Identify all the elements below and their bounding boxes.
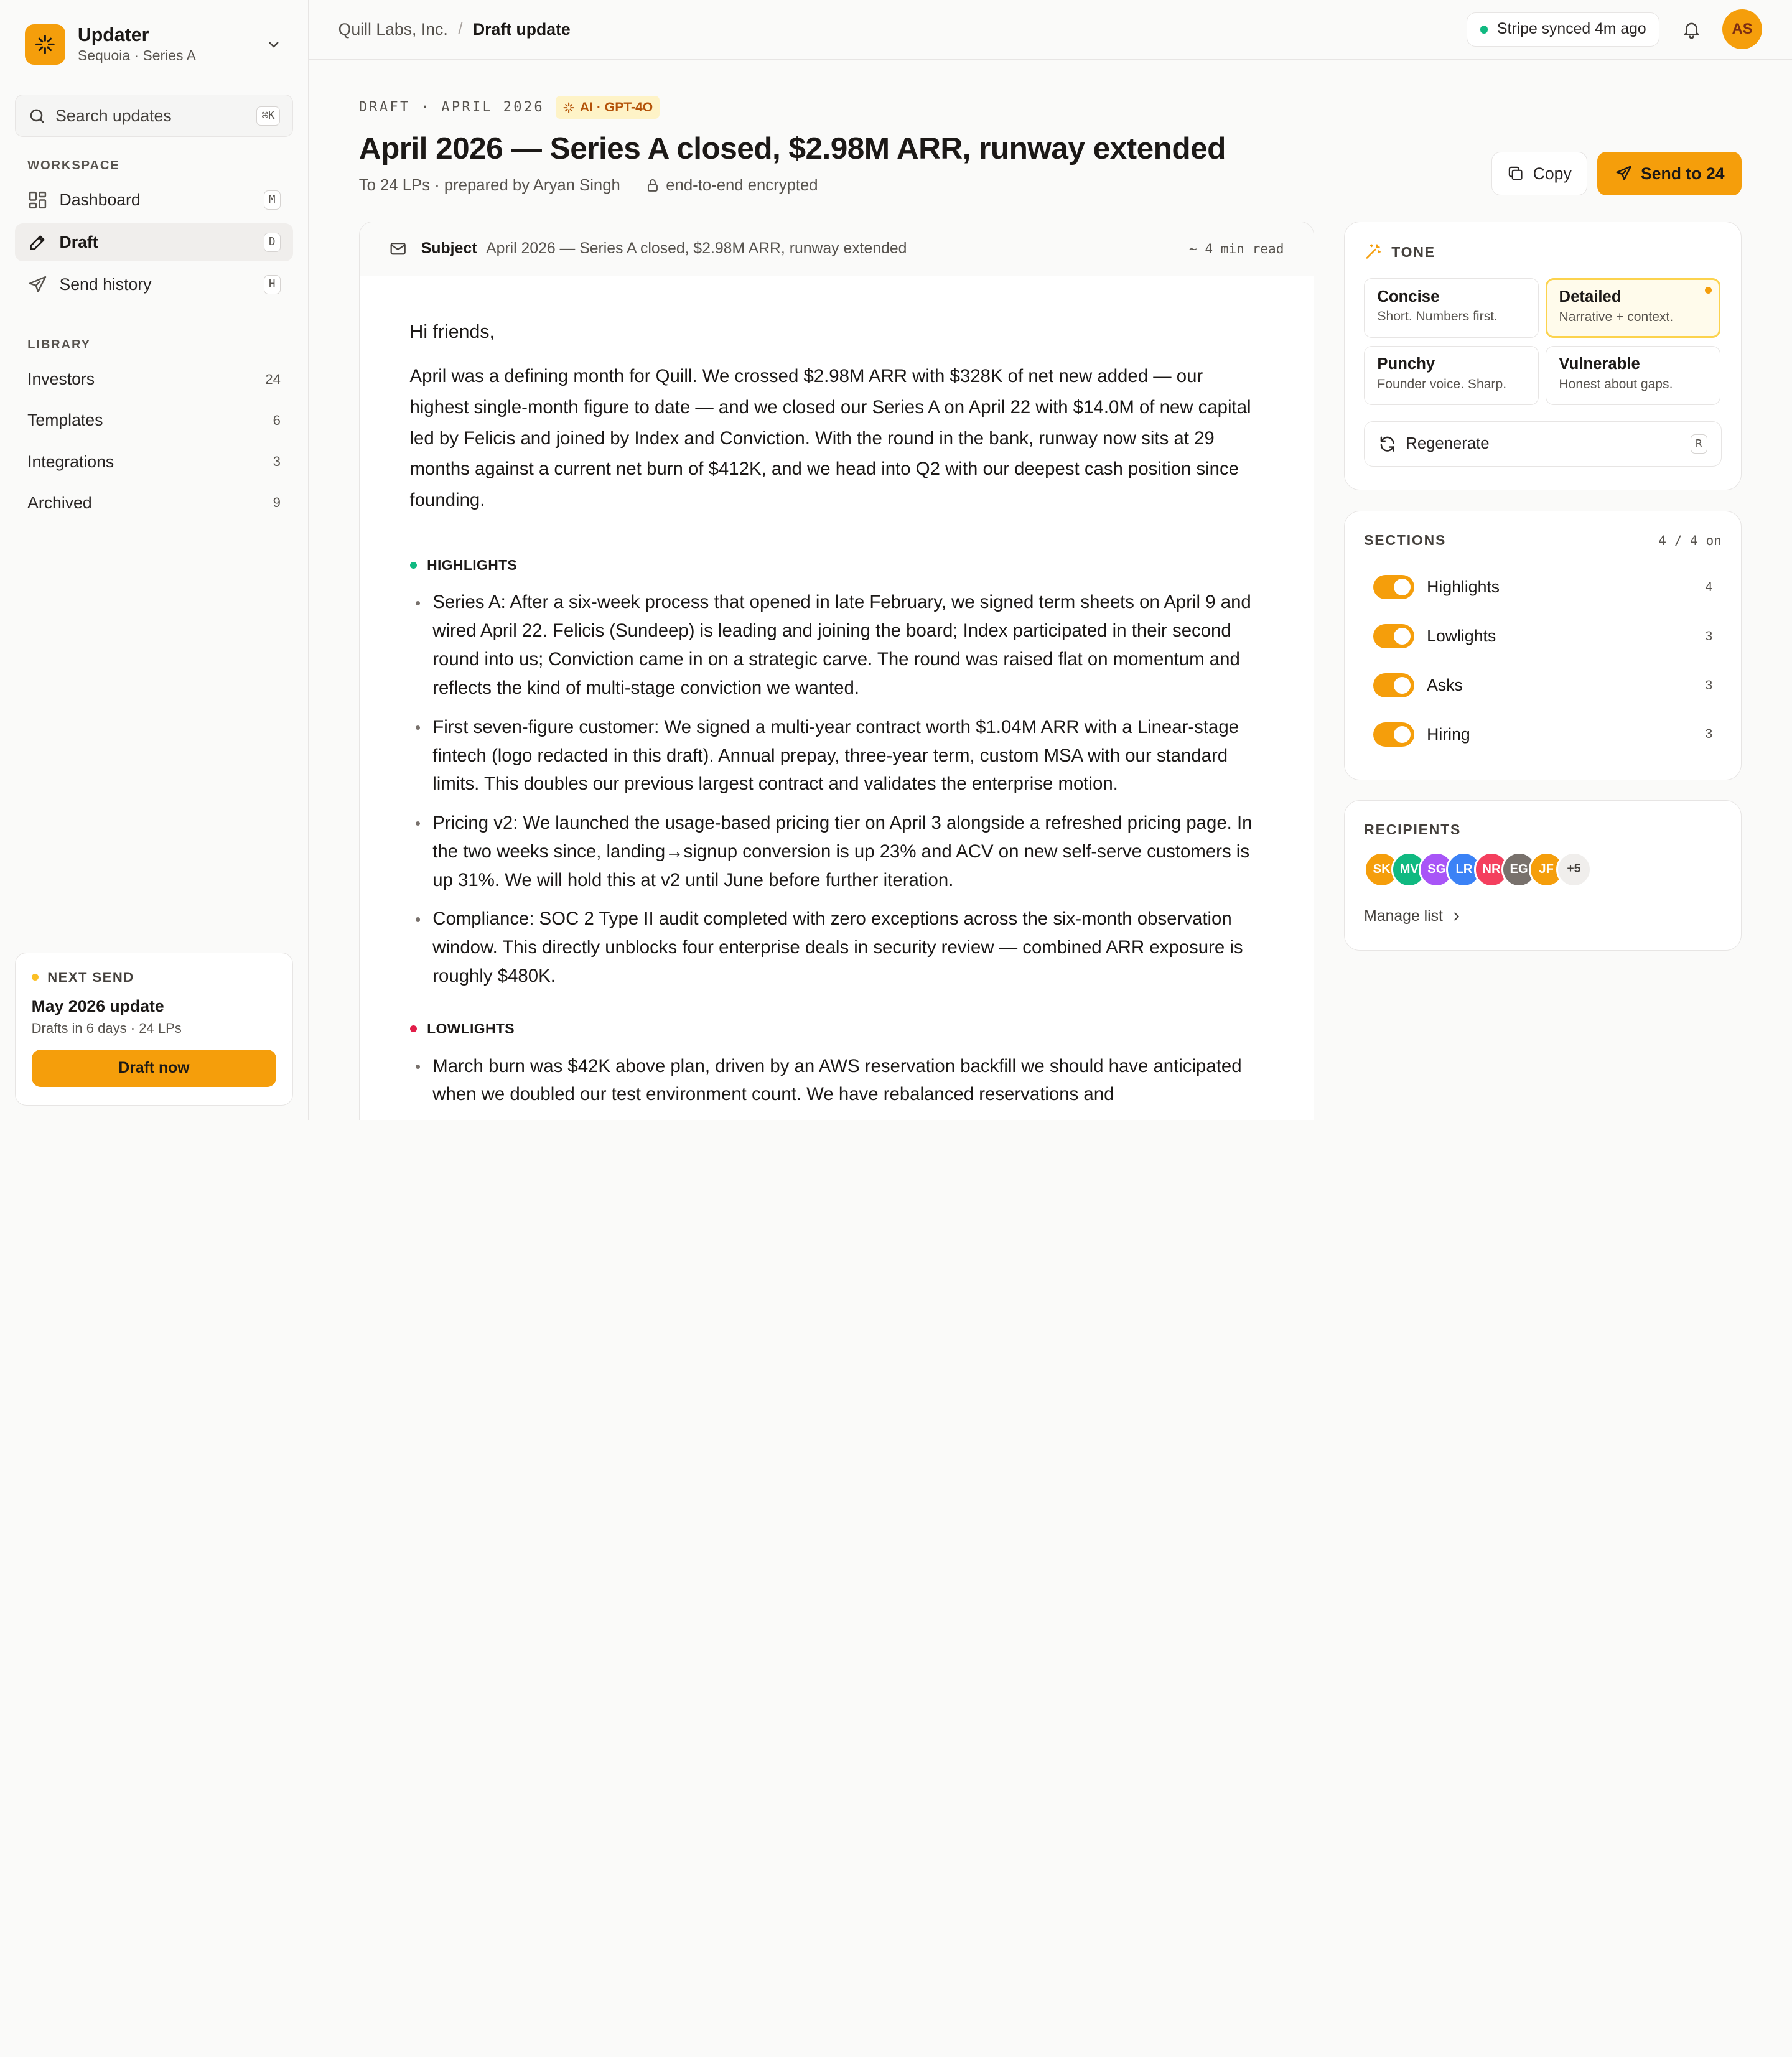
- highlights-label: HIGHLIGHTS: [427, 556, 518, 573]
- section-heading-lowlights: [410, 1020, 1264, 1037]
- email-subject-bar: [360, 222, 1314, 276]
- breadcrumb-separator: /: [458, 20, 463, 38]
- regenerate-key: R: [1691, 434, 1707, 454]
- user-avatar[interactable]: AS: [1722, 9, 1762, 49]
- library-item-label: Templates: [27, 411, 103, 430]
- lowlights-list: [410, 1052, 1264, 1109]
- app-subtitle: Sequoia · Series A: [77, 47, 196, 64]
- highlights-dot: [410, 562, 417, 569]
- avatar: SK: [1364, 852, 1399, 887]
- stripe-sync-text: Stripe synced 4m ago: [1497, 21, 1646, 38]
- sections-panel: [1344, 511, 1742, 780]
- workspace-switcher[interactable]: [0, 0, 308, 67]
- tone-option-name: Concise: [1377, 287, 1440, 306]
- library-item-count: 3: [273, 454, 281, 469]
- section-row-label: Asks: [1427, 676, 1463, 694]
- draft-eyebrow: DRAFT · APRIL 2026: [358, 100, 544, 116]
- next-send-sub: Drafts in 6 days · 24 LPs: [31, 1020, 182, 1037]
- tone-option-name: Punchy: [1377, 355, 1435, 373]
- list-item: March burn was $42K above plan, driven by an AWS reservation backfill we should have anticipated when we doubled our test environment count. We have rebalanced reservations and: [410, 1052, 1264, 1109]
- manage-list-link[interactable]: [1364, 908, 1722, 925]
- nav-dashboard[interactable]: [15, 181, 293, 219]
- copy-button[interactable]: [1491, 152, 1587, 195]
- lowlights-dot: [410, 1025, 417, 1032]
- nav-draft-key: D: [264, 233, 281, 252]
- recipient-avatars[interactable]: [1364, 852, 1722, 887]
- nav-draft-label: Draft: [59, 232, 98, 251]
- avatar: SG: [1419, 852, 1454, 887]
- section-row-highlights: [1364, 562, 1722, 612]
- sidebar: [0, 0, 309, 1120]
- library-item-count: 9: [273, 495, 281, 511]
- send-button[interactable]: [1597, 152, 1742, 195]
- library-item-count: 24: [265, 371, 281, 387]
- refresh-icon: [1378, 435, 1396, 453]
- email-preview: [359, 222, 1314, 1120]
- app-name: Updater: [77, 24, 149, 45]
- stripe-sync-status[interactable]: [1467, 12, 1659, 47]
- app-logo: [25, 24, 65, 64]
- chevron-right-icon: [1450, 910, 1463, 923]
- nav-dashboard-key: M: [264, 190, 281, 210]
- draft-now-button[interactable]: Draft now: [32, 1050, 277, 1088]
- dashboard-icon: [27, 190, 48, 210]
- nav-send-history-label: Send history: [59, 274, 152, 294]
- regenerate-label: Regenerate: [1406, 435, 1490, 453]
- section-row-count: 3: [1705, 628, 1713, 643]
- more-recipients-badge: +5: [1556, 852, 1592, 887]
- regenerate-button[interactable]: [1364, 421, 1722, 467]
- manage-list-label: Manage list: [1364, 907, 1443, 925]
- breadcrumb-company[interactable]: Quill Labs, Inc.: [338, 19, 448, 39]
- draft-meta: To 24 LPs · prepared by Aryan Singh: [358, 176, 620, 194]
- next-send-label-row: [32, 969, 277, 986]
- breadcrumb-current: Draft update: [472, 19, 571, 39]
- list-item: Series A: After a six-week process that opened in late February, we signed term sheets on April 9 and wired April 22. Felicis (Sundeep) is leading and joining the board; Index participated in their second round into us; Conviction came in on a strategic carve. The round was raised flat on momentum and reflects the kind of multi-stage conviction we wanted.: [410, 588, 1264, 702]
- chevron-down-icon[interactable]: [262, 33, 285, 56]
- tone-option-vulnerable[interactable]: [1546, 346, 1720, 406]
- send-icon: [1615, 164, 1633, 182]
- list-item: Pricing v2: We launched the usage-based pricing tier on April 3 alongside a refreshed pricing page. In the two weeks since, landing→signup conversion is up 23% and ACV on new self-serve customers is up 31%. We will hold this at v2 until June before further iteration.: [410, 809, 1264, 895]
- pencil-icon: [27, 232, 48, 253]
- section-row-count: 4: [1705, 579, 1713, 594]
- section-row-count: 3: [1705, 727, 1713, 742]
- section-row-label: Hiring: [1427, 724, 1470, 744]
- tone-label: TONE: [1391, 243, 1435, 260]
- tone-option-punchy[interactable]: [1364, 346, 1539, 406]
- avatar: LR: [1446, 852, 1482, 887]
- nav-send-history-key: H: [264, 275, 281, 294]
- search-icon: [28, 107, 46, 125]
- section-row-label: Highlights: [1427, 577, 1500, 597]
- library-item-archived[interactable]: [15, 482, 293, 523]
- section-toggle[interactable]: [1373, 673, 1414, 697]
- library-item-label: Archived: [27, 493, 92, 512]
- search-shortcut: ⌘K: [256, 106, 280, 126]
- nav-send-history[interactable]: [15, 266, 293, 304]
- sections-count: 4 / 4 on: [1658, 533, 1722, 549]
- subject-label: Subject: [421, 240, 477, 257]
- read-time: ~ 4 min read: [1188, 241, 1284, 257]
- avatar: NR: [1474, 852, 1510, 887]
- list-item: Compliance: SOC 2 Type II audit completed with zero exceptions across the six-month observation window. This directly unblocks four enterprise deals in security review — combined ARR exposure is roughly $480K.: [410, 905, 1264, 991]
- section-toggle[interactable]: [1373, 575, 1414, 599]
- workspace-label: WORKSPACE: [27, 159, 120, 173]
- mail-icon: [389, 240, 407, 258]
- encryption-label: end-to-end encrypted: [666, 176, 818, 194]
- section-row-label: Lowlights: [1427, 627, 1496, 646]
- copy-icon: [1506, 164, 1524, 182]
- library-item-count: 6: [273, 412, 281, 428]
- nav-draft[interactable]: [15, 223, 293, 261]
- section-row-asks: [1364, 661, 1722, 710]
- avatar: MV: [1391, 852, 1427, 887]
- bell-icon[interactable]: [1680, 18, 1703, 41]
- library-item-label: Integrations: [27, 452, 114, 471]
- draft-actions: [1491, 152, 1742, 195]
- tone-option-desc: Honest about gaps.: [1559, 376, 1673, 391]
- send-button-label: Send to 24: [1640, 164, 1725, 183]
- tone-option-name: Detailed: [1559, 288, 1622, 306]
- list-item: First seven-figure customer: We signed a multi-year contract worth $1.04M ARR with a Linear-stage fintech (logo redacted in this draft). Annual prepay, three-year term, custom MSA with our standard limits. This doubles our previous largest contract and validates the enterprise motion.: [410, 713, 1264, 799]
- search-input[interactable]: [15, 95, 293, 137]
- send-icon: [27, 274, 48, 295]
- sections-label: SECTIONS: [1364, 532, 1447, 549]
- highlights-list: [410, 588, 1264, 991]
- tone-option-detailed[interactable]: [1546, 278, 1720, 338]
- next-send-card: [15, 953, 293, 1106]
- ai-model-badge: [556, 96, 660, 119]
- next-send-title: May 2026 update: [31, 997, 164, 1016]
- library-item-investors[interactable]: [15, 359, 293, 400]
- ai-badge-label: AI · GPT-4O: [579, 100, 653, 114]
- tone-option-desc: Founder voice. Sharp.: [1377, 376, 1507, 391]
- tone-option-desc: Short. Numbers first.: [1377, 309, 1498, 324]
- magic-wand-icon: [1364, 243, 1382, 261]
- section-heading-highlights: [410, 557, 1264, 574]
- tone-option-name: Vulnerable: [1559, 355, 1640, 373]
- section-toggle[interactable]: [1373, 722, 1414, 747]
- status-dot: [1480, 26, 1488, 34]
- recipients-panel: [1344, 800, 1742, 951]
- sidebar-footer: [0, 935, 308, 1106]
- page-title: April 2026 — Series A closed, $2.98M ARR, runway extended: [358, 131, 1226, 166]
- section-row-lowlights: [1364, 612, 1722, 661]
- email-body[interactable]: [360, 276, 1314, 1109]
- email-intro: April was a defining month for Quill. We crossed $2.98M ARR with $328K of net new added — our highest single-month figure to date — and we closed our Series A on April 22 with $14.0M of new capital led by Felicis and joined by Index and Conviction. With the round in the bank, runway now sits at 29 months against a current net burn of $412K, and we head into Q2 with our deepest cash position since founding.: [409, 366, 1251, 510]
- lowlights-label: LOWLIGHTS: [427, 1020, 515, 1037]
- recipients-label: RECIPIENTS: [1364, 821, 1462, 837]
- section-row-count: 3: [1705, 678, 1713, 693]
- library-item-templates[interactable]: [15, 400, 293, 441]
- search-placeholder: Search updates: [55, 106, 172, 125]
- subject-text[interactable]: April 2026 — Series A closed, $2.98M ARR, runway extended: [486, 240, 907, 257]
- tone-panel: [1344, 222, 1742, 490]
- tone-option-desc: Narrative + context.: [1559, 309, 1674, 324]
- nav-dashboard-label: Dashboard: [59, 190, 141, 209]
- email-greeting: Hi friends,: [409, 322, 495, 343]
- avatar: EG: [1501, 852, 1537, 887]
- lock-icon: [645, 178, 660, 193]
- tone-option-concise[interactable]: [1364, 278, 1539, 338]
- main-content: [309, 0, 1792, 1120]
- library-item-label: Investors: [27, 370, 95, 389]
- library-label: LIBRARY: [27, 337, 91, 352]
- copy-button-label: Copy: [1533, 164, 1572, 183]
- topbar: [309, 0, 1792, 60]
- sparkle-icon: [34, 33, 57, 56]
- next-send-label: NEXT SEND: [47, 969, 134, 985]
- library-item-integrations[interactable]: [15, 441, 293, 482]
- sparkle-icon: [562, 101, 575, 114]
- status-dot: [32, 974, 39, 981]
- section-toggle[interactable]: [1373, 624, 1414, 648]
- section-row-hiring: [1364, 710, 1722, 759]
- avatar: JF: [1529, 852, 1564, 887]
